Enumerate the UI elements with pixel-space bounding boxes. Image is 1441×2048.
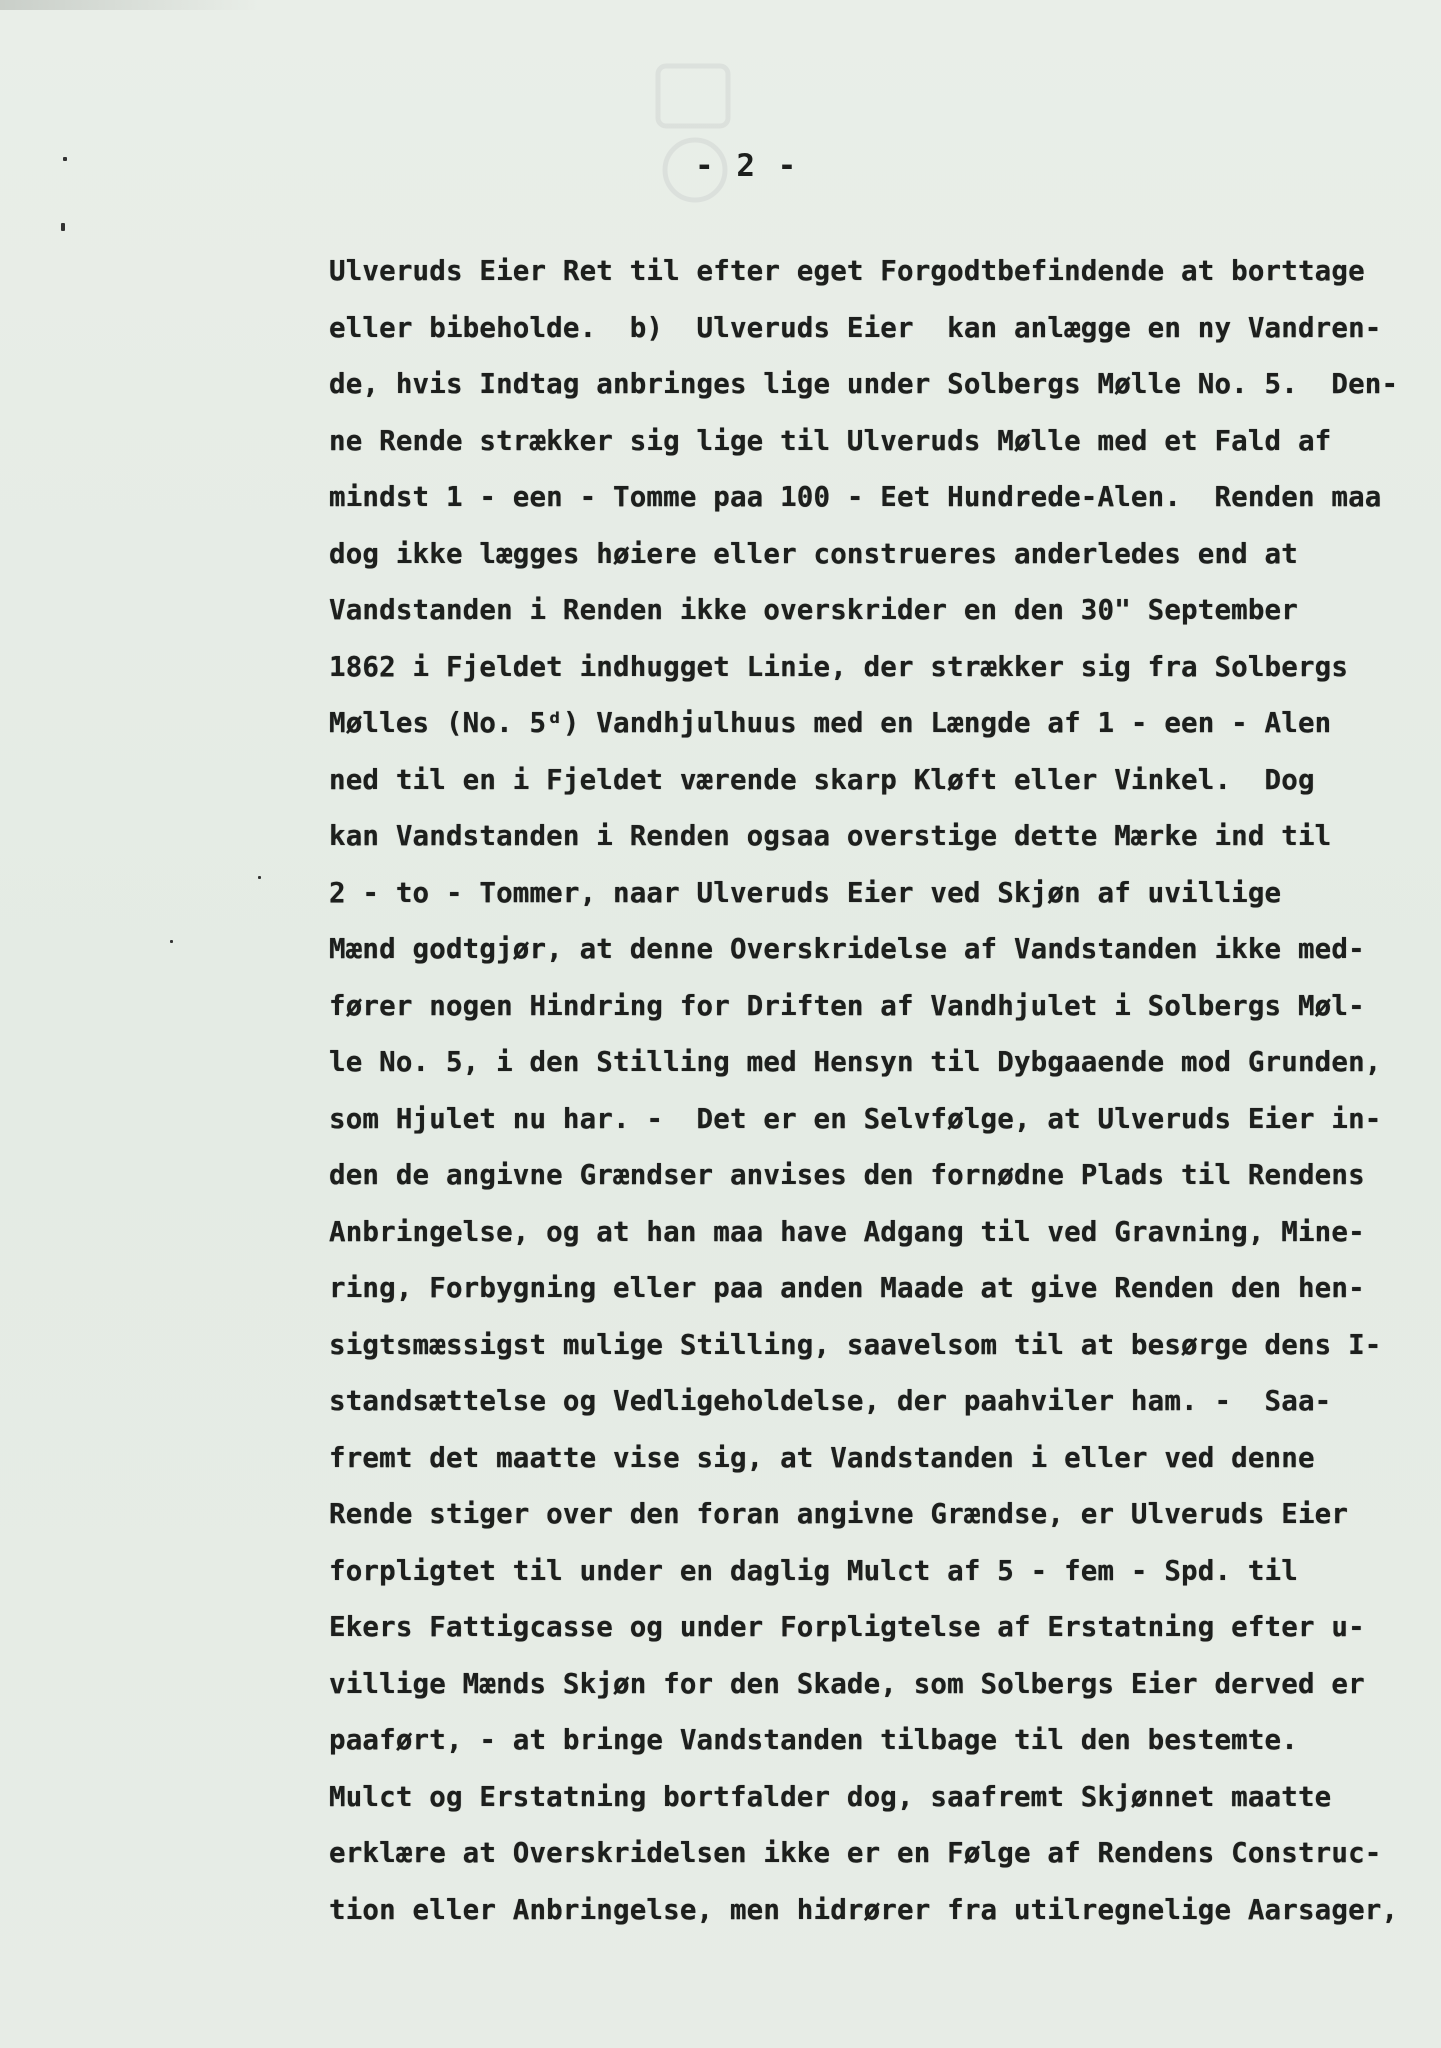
text-line: som Hjulet nu har. - Det er en Selvfølge, at Ulveruds Eier in- [329,1102,1382,1135]
text-line: fører nogen Hindring for Driften af Vandhjulet i Solbergs Møl- [329,989,1365,1022]
text-line: Mulct og Erstatning bortfalder dog, saafremt Skjønnet maatte [329,1780,1332,1813]
scan-edge-shadow [0,0,260,10]
margin-mark [258,876,261,879]
text-line: paaført, - at bringe Vandstanden tilbage til den bestemte. [329,1724,1298,1756]
text-line: mindst 1 - een - Tomme paa 100 - Eet Hundrede-Alen. Renden maa [329,481,1382,513]
text-line: tion eller Anbringelse, men hidrører fra utilregnelige Aarsager, [329,1893,1399,1926]
text-line: kan Vandstanden i Renden ogsaa overstige dette Mærke ind til [329,820,1332,852]
page-number: - 2 - [695,148,799,184]
faint-stamp-mark [650,60,760,210]
text-line: ring, Forbygning eller paa anden Maade at give Renden den hen- [329,1272,1365,1304]
text-line: dog ikke lægges høiere eller construeres anderledes end at [329,537,1298,570]
text-line: Ulveruds Eier Ret til efter eget Forgodtbefindende at borttage [329,255,1365,287]
text-line: Mænd godtgjør, at denne Overskridelse af Vandstanden ikke med- [329,933,1365,965]
text-line: le No. 5, i den Stilling med Hensyn til Dybgaaende mod Grunden, [329,1046,1382,1078]
text-line: ned til en i Fjeldet værende skarp Kløft eller Vinkel. Dog [329,763,1315,796]
text-line: ne Rende strækker sig lige til Ulveruds Mølle med et Fald af [329,424,1332,457]
text-line: Ekers Fattigcasse og under Forpligtelse af Erstatning efter u- [329,1611,1365,1643]
text-line: eller bibeholde. b) Ulveruds Eier kan anlægge en ny Vandren- [329,311,1382,344]
text-line: forpligtet til under en daglig Mulct af 5 - fem - Spd. til [329,1554,1298,1587]
text-line: fremt det maatte vise sig, at Vandstanden i eller ved denne [329,1441,1315,1474]
text-line: Vandstanden i Renden ikke overskrider en den 30" September [329,594,1298,626]
text-line: villige Mænds Skjøn for den Skade, som Solbergs Eier derved er [329,1667,1365,1700]
text-line: standsættelse og Vedligeholdelse, der paahviler ham. - Saa- [329,1385,1332,1417]
document-body [329,249,1409,1944]
text-line: sigtsmæssigst mulige Stilling, saavelsom til at besørge dens I- [329,1328,1382,1361]
text-line: Anbringelse, og at han maa have Adgang til ved Gravning, Mine- [329,1215,1365,1248]
margin-mark [170,940,173,943]
margin-mark [63,157,67,161]
text-line: de, hvis Indtag anbringes lige under Solbergs Mølle No. 5. Den- [329,368,1399,400]
text-line: Rende stiger over den foran angivne Grændse, er Ulveruds Eier [329,1498,1349,1530]
text-line: 2 - to - Tommer, naar Ulveruds Eier ved Skjøn af uvillige [329,876,1282,909]
text-line: den de angivne Grændser anvises den fornødne Plads til Rendens [329,1159,1365,1191]
margin-mark [61,223,65,231]
text-line: erklære at Overskridelsen ikke er en Følge af Rendens Construc- [329,1837,1382,1869]
text-line: Mølles (No. 5ᵈ) Vandhjulhuus med en Længde af 1 - een - Alen [329,707,1332,739]
text-line: 1862 i Fjeldet indhugget Linie, der strækker sig fra Solbergs [329,650,1349,683]
